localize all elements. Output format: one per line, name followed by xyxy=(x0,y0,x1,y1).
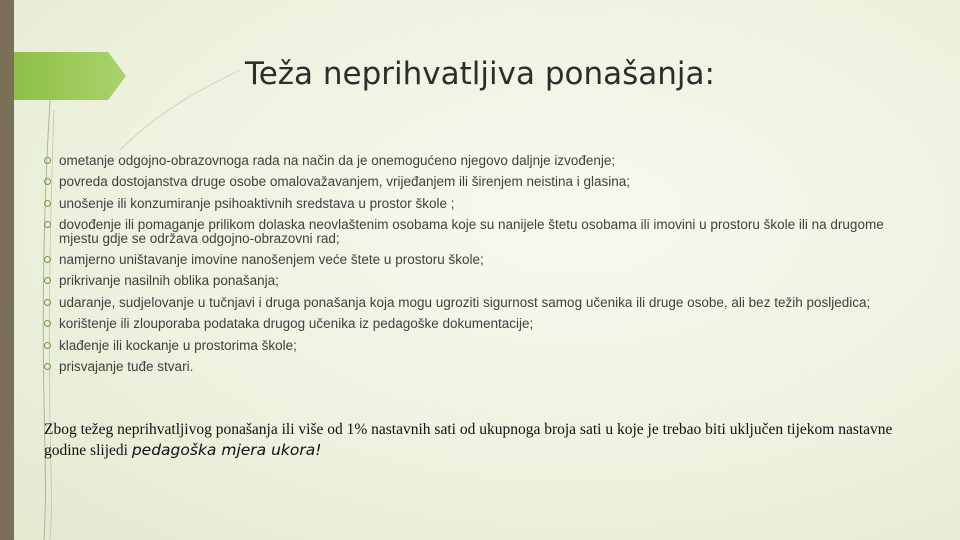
list-item-text: klađenje ili kockanje u prostorima škole; xyxy=(59,337,297,353)
list-item-text: unošenje ili konzumiranje psihoaktivnih sredstava u prostor škole ; xyxy=(59,195,455,211)
list-item-text: dovođenje ili pomaganje prilikom dolaska neovlaštenim osobama koje su nanijele štetu osobama ili imovini u prostoru škole ili na drugome mjestu gdje se održava odgojno-obrazovni rad; xyxy=(59,217,884,246)
behavior-list xyxy=(44,154,924,381)
list-item-text: namjerno uništavanje imovine nanošenjem veće štete u prostoru škole; xyxy=(59,252,484,268)
bullet-circle-icon xyxy=(44,277,51,284)
slide-title: Teža neprihvatljiva ponašanja: xyxy=(245,56,715,92)
bullet-circle-icon xyxy=(44,342,51,349)
bullet-circle-icon xyxy=(44,221,51,228)
list-item xyxy=(44,218,924,245)
list-item-text: povreda dostojanstva druge osobe omalovažavanjem, vrijeđanjem ili širenjem neistina i glasina; xyxy=(59,174,631,190)
list-item xyxy=(44,317,924,331)
list-item xyxy=(44,360,924,374)
bullet-circle-icon xyxy=(44,200,51,207)
conclusion-highlight: pedagoška mjera ukora! xyxy=(131,441,322,459)
list-item-text: ometanje odgojno-obrazovnoga rada na način da je onemogućeno njegovo daljnje izvođenje; xyxy=(59,153,616,168)
list-item-text: udaranje, sudjelovanje u tučnjavi i druga ponašanja koja mogu ugroziti sigurnost samog učenika ili druge osobe, ali bez težih posljedica; xyxy=(59,294,871,310)
bullet-circle-icon xyxy=(44,299,51,306)
list-item xyxy=(44,253,924,267)
bullet-circle-icon xyxy=(44,363,51,370)
list-item xyxy=(44,339,924,353)
list-item xyxy=(44,296,924,310)
bullet-circle-icon xyxy=(44,178,51,185)
list-item xyxy=(44,154,924,168)
list-item-text: prisvajanje tuđe stvari. xyxy=(59,359,194,375)
list-item-text: prikrivanje nasilnih oblika ponašanja; xyxy=(59,273,279,289)
bullet-circle-icon xyxy=(44,256,51,263)
conclusion-text: Zbog težeg neprihvatljivog ponašanja ili više od 1% nastavnih sati od ukupnoga broja sati u koje je trebao biti uključen tijekom nastavne godine slijedi xyxy=(44,421,893,459)
bullet-circle-icon xyxy=(44,157,51,164)
bullet-circle-icon xyxy=(44,320,51,327)
list-item xyxy=(44,197,924,211)
list-item xyxy=(44,274,924,288)
list-item-text: korištenje ili zlouporaba podataka drugog učenika iz pedagoške dokumentacije; xyxy=(59,316,534,332)
conclusion-paragraph xyxy=(44,419,924,461)
list-item xyxy=(44,175,924,189)
